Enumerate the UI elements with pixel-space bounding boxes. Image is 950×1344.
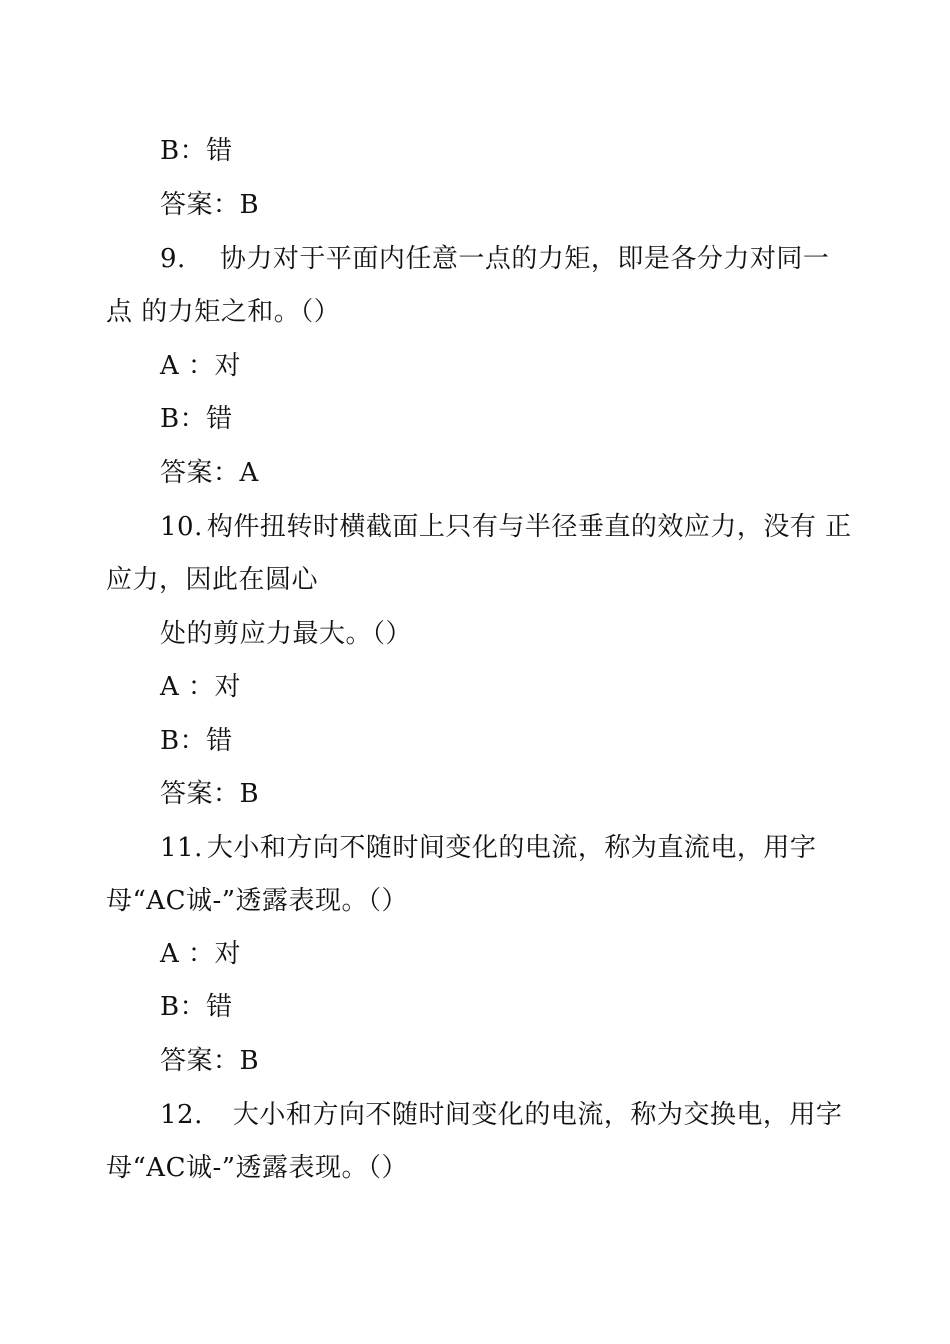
q12-number: 12.: [160, 1100, 203, 1130]
q12-text-line1: 大小和方向不随时间变化的电流，称为交换电，用字: [232, 1100, 843, 1130]
q10-option-b: B：错: [160, 726, 233, 756]
q9-text-line1: 协力对于平面内任意一点的力矩，即是各分力对同一: [219, 244, 830, 274]
prev-answer: 答案：B: [160, 190, 260, 220]
q9-answer: 答案：A: [160, 458, 259, 488]
q10-line1: [160, 510, 852, 544]
q12-line2: 母“AC诚-”透露表现。（）: [106, 1153, 409, 1183]
q11-option-b: B：错: [160, 992, 233, 1022]
q11-line1: [160, 831, 816, 865]
q10-number: 10.: [160, 512, 203, 542]
q11-option-a: A ：对: [160, 939, 242, 969]
q10-answer: 答案：B: [160, 779, 260, 809]
q10-line2: 应力，因此在圆心: [106, 565, 319, 595]
q12-line1: [160, 1098, 842, 1132]
q11-line2: 母“AC诚-”透露表现。（）: [106, 886, 409, 916]
q10-option-a: A ：对: [160, 672, 242, 702]
q11-number: 11.: [160, 833, 203, 863]
q10-line3: 处的剪应力最大。（）: [160, 619, 413, 649]
q10-text-line1: 构件扭转时横截面上只有与半径垂直的效应力，没有 正: [206, 512, 852, 542]
q9-line2: 点 的力矩之和。（）: [106, 297, 341, 327]
prev-option-b: B：错: [160, 136, 233, 166]
q9-line1: [160, 242, 829, 276]
q11-answer: 答案：B: [160, 1046, 260, 1076]
q9-option-b: B：错: [160, 404, 233, 434]
q9-option-a: A ：对: [160, 351, 242, 381]
q11-text-line1: 大小和方向不随时间变化的电流，称为直流电，用字: [206, 833, 817, 863]
q9-number: 9.: [160, 244, 186, 274]
